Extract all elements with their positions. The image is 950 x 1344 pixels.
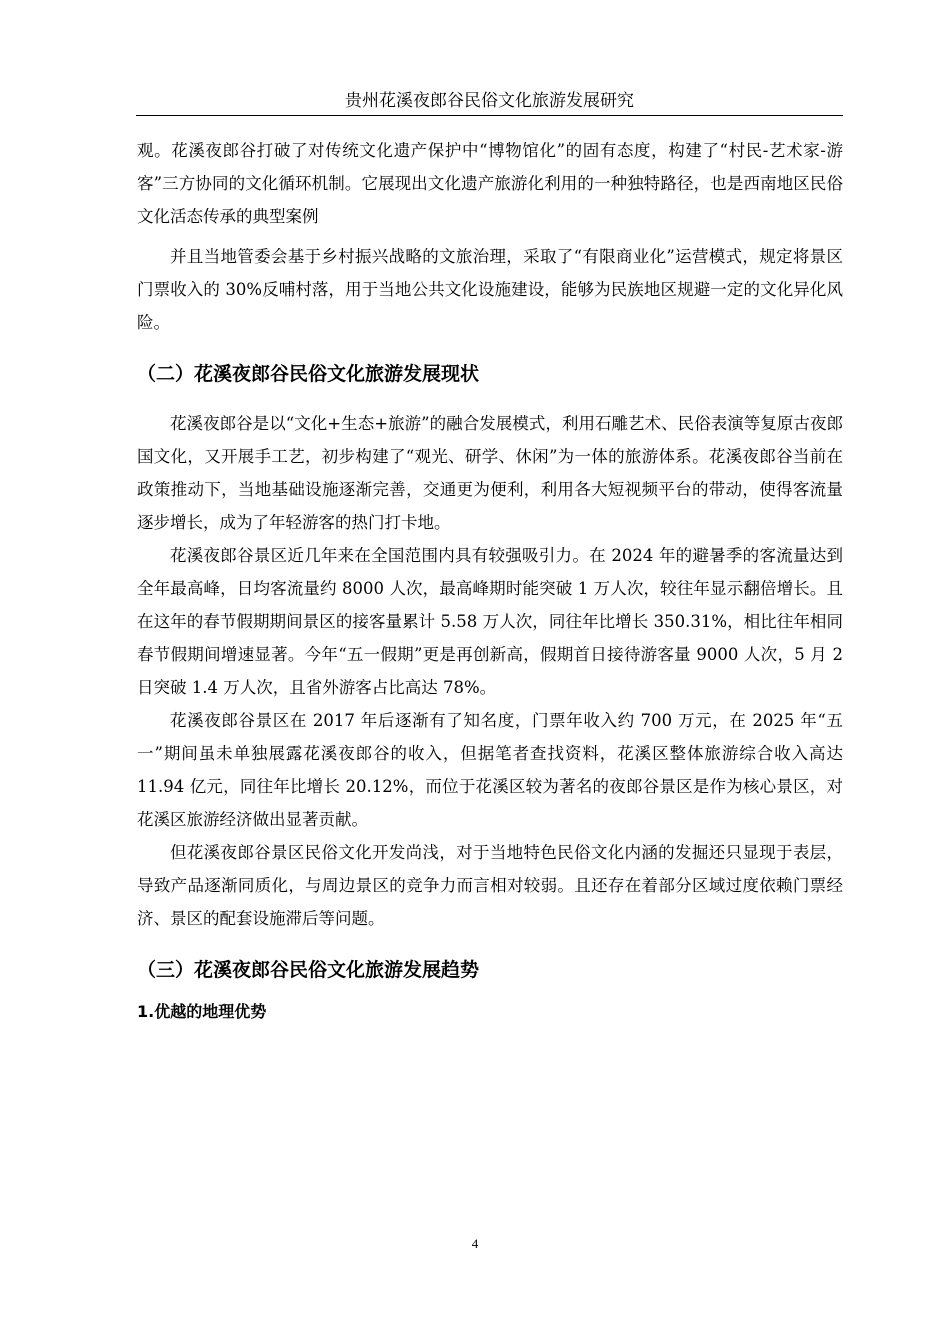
paragraph-governance: 并且当地管委会基于乡村振兴战略的文旅治理，采取了“有限商业化”运营模式，规定将景区门票收入的 30%反哺村落，用于当地公共文化设施建设，能够为民族地区规避一定的文化异化风险。 — [137, 247, 843, 332]
body-content — [137, 134, 843, 1025]
paragraph-revenue: 花溪夜郎谷景区在 2017 年后逐渐有了知名度，门票年收入约 700 万元，在 2025 年“五一”期间虽未单独展露花溪夜郎谷的收入，但据笔者查找资料，花溪区整体旅游综合收入高达 11.94 亿元，同往年比增长 20.12%，而位于花溪区较为著名的夜郎谷景区是作为核心景区，对花溪区旅游经济做出显著贡献。 — [137, 711, 843, 829]
subheading-geographic-advantage: 1.优越的地理优势 — [137, 1002, 267, 1021]
page-number: 4 — [471, 1236, 479, 1251]
paragraph-problems: 但花溪夜郎谷景区民俗文化开发尚浅，对于当地特色民俗文化内涵的发掘还只显现于表层，导致产品逐渐同质化，与周边景区的竞争力而言相对较弱。且还存在着部分区域过度依赖门票经济、景区的配套设施滞后等问题。 — [137, 843, 843, 928]
running-header-title: 贵州花溪夜郎谷民俗文化旅游发展研究 — [345, 91, 634, 111]
paragraph-development-model: 花溪夜郎谷是以“文化+生态+旅游”的融合发展模式，利用石雕艺术、民俗表演等复原古夜郎国文化，又开展手工艺，初步构建了“观光、研学、休闲”为一体的旅游体系。花溪夜郎谷当前在政策推动下，当地基础设施逐渐完善，交通更为便利，利用各大短视频平台的带动，使得客流量逐步增长，成为了年轻游客的热门打卡地。 — [137, 414, 843, 532]
section-heading-development-trend: （三）花溪夜郎谷民俗文化旅游发展趋势 — [137, 959, 480, 981]
section-heading-current-status: （二）花溪夜郎谷民俗文化旅游发展现状 — [137, 363, 480, 385]
header-divider — [136, 115, 843, 116]
paragraph-continued: 观。花溪夜郎谷打破了对传统文化遗产保护中“博物馆化”的固有态度，构建了“村民-艺术家-游客”三方协同的文化循环机制。它展现出文化遗产旅游化利用的一种独特路径，也是西南地区民俗文化活态传承的典型案例 — [137, 141, 843, 226]
paragraph-visitor-statistics: 花溪夜郎谷景区近几年来在全国范围内具有较强吸引力。在 2024 年的避暑季的客流量达到全年最高峰，日均客流量约 8000 人次，最高峰期时能突破 1 万人次，较往年显示翻倍增长。且在这年的春节假期期间景区的接客量累计 5.58 万人次，同往年比增长 350.31%，相比往年相同春节假期间增速显著。今年“五一假期”更是再创新高，假期首日接待游客量 9000 人次，5 月 2 日突破 1.4 万人次，且省外游客占比高达 78%。 — [137, 546, 843, 697]
